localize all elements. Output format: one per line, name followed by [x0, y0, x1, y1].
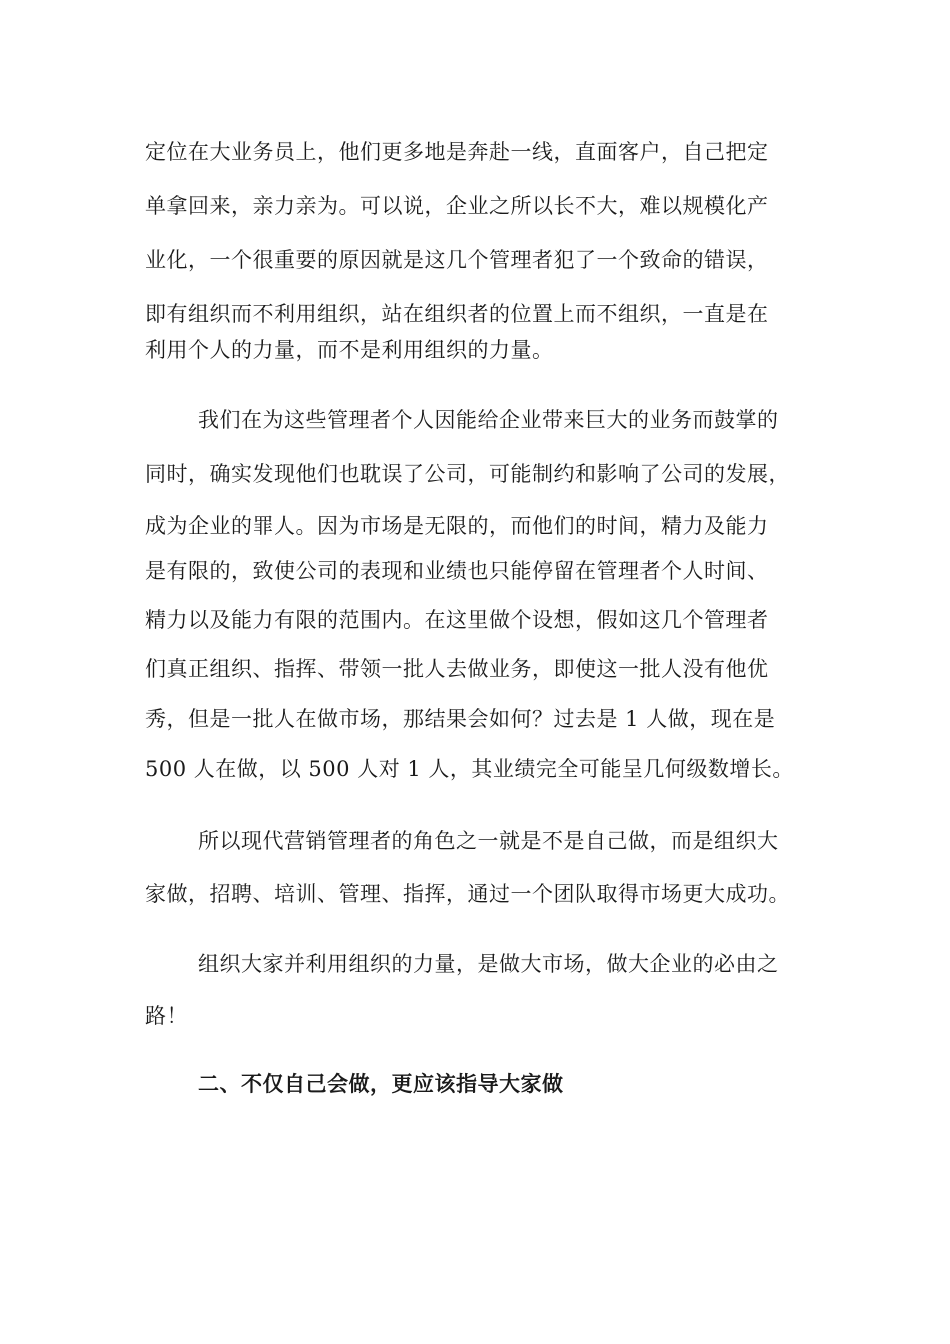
paragraph-2-line-3: 成为企业的罪人。因为市场是无限的，而他们的时间，精力及能力	[145, 514, 769, 538]
paragraph-2-line-4: 是有限的，致使公司的表现和业绩也只能停留在管理者个人时间、	[145, 559, 769, 583]
paragraph-4-line-1: 组织大家并利用组织的力量，是做大市场，做大企业的必由之	[198, 952, 779, 976]
paragraph-4-line-2: 路！	[145, 1004, 188, 1028]
paragraph-2-line-2: 同时，确实发现他们也耽误了公司，可能制约和影响了公司的发展，	[145, 462, 790, 486]
paragraph-1-line-2: 单拿回来，亲力亲为。可以说，企业之所以长不大，难以规模化产	[145, 194, 769, 218]
paragraph-2-line-5: 精力以及能力有限的范围内。在这里做个设想，假如这几个管理者	[145, 608, 769, 632]
paragraph-2-line-8: 500 人在做，以 500 人对 1 人，其业绩完全可能呈几何级数增长。	[145, 757, 794, 781]
section-heading: 二、不仅自己会做，更应该指导大家做	[198, 1072, 564, 1096]
paragraph-1-line-1: 定位在大业务员上，他们更多地是奔赴一线，直面客户，自己把定	[145, 140, 769, 164]
paragraph-3-line-2: 家做，招聘、培训、管理、指挥，通过一个团队取得市场更大成功。	[145, 882, 790, 906]
paragraph-1-line-5: 利用个人的力量，而不是利用组织的力量。	[145, 338, 554, 362]
paragraph-2-line-7: 秀，但是一批人在做市场，那结果会如何？过去是 1 人做，现在是	[145, 707, 776, 731]
paragraph-2-line-1: 我们在为这些管理者个人因能给企业带来巨大的业务而鼓掌的	[198, 408, 779, 432]
paragraph-1-line-4: 即有组织而不利用组织，站在组织者的位置上而不组织，一直是在	[145, 302, 769, 326]
paragraph-1-line-3: 业化，一个很重要的原因就是这几个管理者犯了一个致命的错误，	[145, 248, 769, 272]
paragraph-3-line-1: 所以现代营销管理者的角色之一就是不是自己做，而是组织大	[198, 829, 779, 853]
paragraph-2-line-6: 们真正组织、指挥、带领一批人去做业务，即使这一批人没有他优	[145, 657, 769, 681]
